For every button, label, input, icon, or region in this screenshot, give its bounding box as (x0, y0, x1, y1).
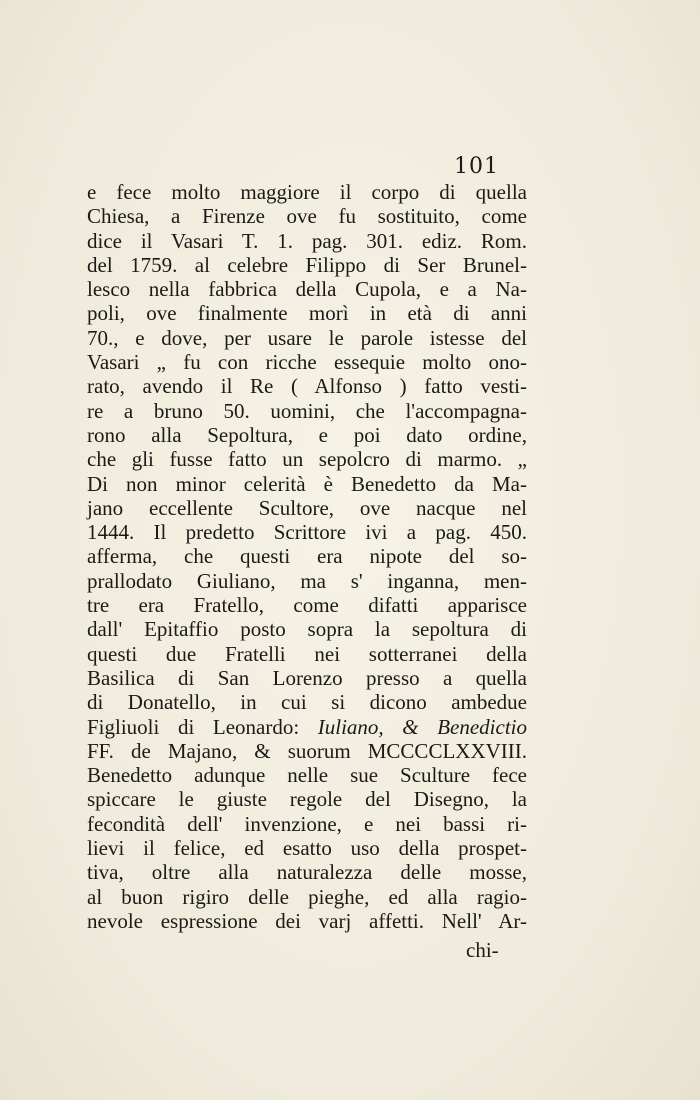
text-line: Di non minor celerità è Benedetto da Ma- (87, 471, 527, 496)
text-line: 1444. Il predetto Scrittore ivi a pag. 450. (87, 520, 527, 545)
text-line: afferma, che questi era nipote del so- (87, 544, 527, 569)
italic-segment: Iuliano, & Benedictio (317, 714, 527, 739)
text-line: tre era Fratello, come difatti apparisce (87, 593, 527, 618)
text-line: questi due Fratelli nei sotterranei della (87, 641, 527, 666)
text-line: del 1759. al celebre Filippo di Ser Brunel- (87, 252, 527, 277)
text-line: tiva, oltre alla naturalezza delle mosse, (87, 860, 527, 885)
text-line: lesco nella fabbrica della Cupola, e a Na- (87, 277, 527, 302)
text-line: e fece molto maggiore il corpo di quella (87, 180, 527, 204)
text-line: che gli fusse fatto un sepolcro di marmo. „ (87, 447, 527, 472)
text-line: Vasari „ fu con ricche essequie molto ono- (87, 350, 527, 375)
text-line: Benedetto adunque nelle sue Sculture fece (87, 763, 527, 788)
catchword: chi- (466, 938, 499, 962)
body-text (87, 180, 527, 933)
text-line: al buon rigiro delle pieghe, ed alla ragio- (87, 884, 527, 909)
text-line: re a bruno 50. uomini, che l'accompagna- (87, 398, 527, 423)
page-number: 101 (454, 154, 499, 179)
text-line-mixed (87, 715, 527, 739)
text-line: rono alla Sepoltura, e poi dato ordine, (87, 422, 527, 447)
text-line: jano eccellente Scultore, ove nacque nel (87, 495, 527, 520)
text-line: nevole espressione dei varj affetti. Nell' Ar- (87, 908, 527, 933)
text-line-italic: FF. de Majano, & suorum MCCCCLXXVIII. (87, 738, 527, 763)
text-line: 70., e dove, per usare le parole istesse del (87, 325, 527, 350)
text-line: prallodato Giuliano, ma s' inganna, men- (87, 568, 527, 593)
roman-segment: Figliuoli di Leonardo: (87, 714, 318, 739)
text-line: di Donatello, in cui si dicono ambedue (87, 690, 527, 715)
text-line: spiccare le giuste regole del Disegno, la (87, 787, 527, 812)
text-line: Chiesa, a Firenze ove fu sostituito, come (87, 204, 527, 229)
text-line: dice il Vasari T. 1. pag. 301. ediz. Rom. (87, 228, 527, 253)
text-line: fecondità dell' invenzione, e nei bassi ri- (87, 811, 527, 836)
text-line: rato, avendo il Re ( Alfonso ) fatto vesti- (87, 374, 527, 399)
text-line: Basilica di San Lorenzo presso a quella (87, 665, 527, 690)
text-line: lievi il felice, ed esatto uso della prospet- (87, 836, 527, 861)
text-line: dall' Epitaffio posto sopra la sepoltura di (87, 617, 527, 642)
text-line: poli, ove finalmente morì in età di anni (87, 301, 527, 326)
